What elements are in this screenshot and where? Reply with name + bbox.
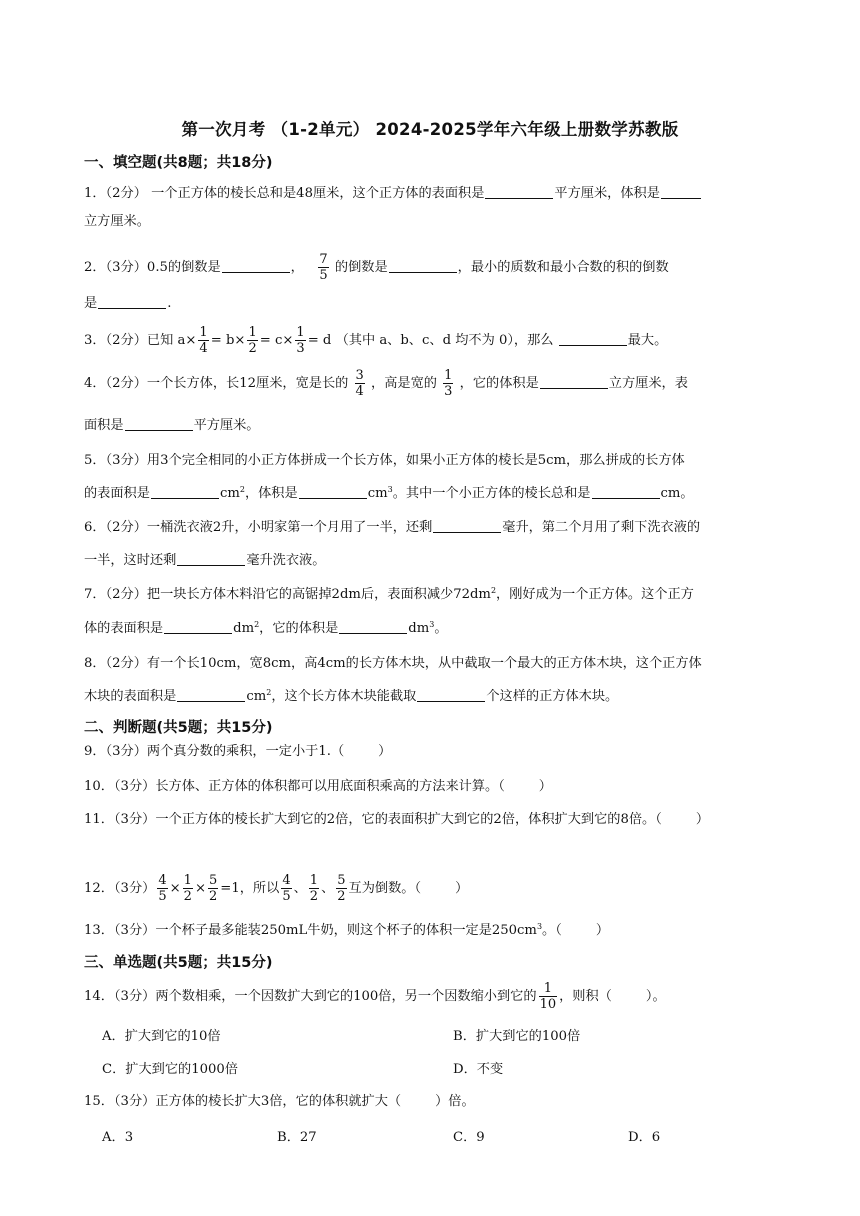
answer-blank[interactable] (299, 484, 367, 499)
question-9: 9．（3分）两个真分数的乘积，一定小于1.（ ） (84, 744, 392, 759)
answer-blank[interactable] (389, 258, 457, 273)
fraction: $\frac{1}{2}$ (183, 873, 192, 904)
answer-blank[interactable] (592, 484, 660, 499)
q14-option-d[interactable]: D．不变 (453, 1062, 504, 1077)
fraction: $\frac{5}{2}$ (209, 873, 218, 904)
fraction: $\frac{5}{2}$ (337, 873, 346, 904)
answer-blank[interactable] (661, 184, 701, 199)
answer-blank[interactable] (125, 416, 193, 431)
fraction: $\frac{1}{3}$ (296, 325, 305, 356)
answer-blank[interactable] (177, 687, 245, 702)
answer-blank[interactable] (485, 184, 553, 199)
fraction: $\frac{1}{2}$ (248, 325, 257, 356)
answer-blank[interactable] (540, 374, 608, 389)
fraction: $\frac{1}{4}$ (199, 325, 208, 356)
fraction: $\frac{3}{4}$ (355, 368, 364, 399)
answer-blank[interactable] (433, 518, 501, 533)
answer-blank[interactable] (222, 258, 290, 273)
question-4-line-2: 面积是 平方厘米。 (84, 418, 260, 433)
fraction: $\frac{1}{10}$ (539, 981, 557, 1012)
answer-blank[interactable] (151, 484, 219, 499)
question-7-line-1: 7．（2分）把一块长方体木料沿它的高锯掉2dm后，表面积减少$72dm^2$，刚好成为一个正方体。这个正方 (84, 586, 694, 602)
question-8-line-1: 8．（2分）有一个长10cm，宽8cm，高4cm的长方体木块，从中截取一个最大的正方体木块，这个正方体 (84, 656, 702, 671)
q14-option-c[interactable]: C．扩大到它的1000倍 (102, 1062, 238, 1077)
question-14: 14．（3分）两个数相乘，一个因数扩大到它的100倍，另一个因数缩小到它的 $\frac{1}{10}$ ，则积（ ）。 (84, 981, 666, 1012)
question-7-line-2: 体的表面积是 $dm^2$，它的体积是 $dm^3$。 (84, 620, 448, 636)
answer-blank[interactable] (98, 294, 166, 309)
question-6-line-1: 6．（2分）一桶洗衣液2升，小明家第一个月用了一半，还剩 毫升，第二个月用了剩下洗衣液的 (84, 520, 701, 535)
fraction: $\frac{1}{3}$ (444, 368, 453, 399)
q14-option-b[interactable]: B．扩大到它的100倍 (453, 1029, 581, 1044)
fraction: $\frac{1}{2}$ (309, 873, 319, 904)
answer-blank[interactable] (417, 687, 485, 702)
answer-blank[interactable] (164, 619, 232, 634)
question-6-line-2: 一半，这时还剩 毫升洗衣液。 (84, 553, 326, 568)
q14-option-a[interactable]: A．扩大到它的10倍 (102, 1029, 221, 1044)
question-10: 10．（3分）长方体、正方体的体积都可以用底面积乘高的方法来计算。（ ） (84, 779, 552, 794)
question-12: 12．（3分） $\frac{4}{5}$ × $\frac{1}{2}$ × $\frac{5}{2}$ =1，所以 $\frac{4}{5}$ 、 $\frac{1}{2}$ 、 $\frac{5}{2}$ 互为倒数。（ ） (84, 873, 469, 904)
question-3: 3．（2分）已知 a× $\frac{1}{4}$ = b× $\frac{1}{2}$ = c× $\frac{1}{3}$ = d （其中 a、b、c、d 均不为 0），那么 最大。 (84, 325, 668, 356)
question-11: 11．（3分）一个正方体的棱长扩大到它的2倍，它的表面积扩大到它的2倍，体积扩大到它的8倍。（ ） (84, 812, 710, 827)
question-4-line-1: 4．（2分）一个长方体，长12厘米，宽是长的 $\frac{3}{4}$ ，高是宽的 $\frac{1}{3}$ ，它的体积是 立方厘米，表 (84, 368, 688, 399)
q15-option-d[interactable]: D．6 (628, 1130, 661, 1145)
question-5-line-2: 的表面积是 $cm^2$，体积是 $cm^3$。其中一个小正方体的棱长总和是 cm。 (84, 485, 694, 501)
answer-blank[interactable] (559, 331, 627, 346)
question-13: 13．（3分）一个杯子最多能装250mL牛奶，则这个杯子的体积一定是$250cm^3$。（ ） (84, 922, 610, 938)
section-fill-blank-heading: 一、填空题(共8题；共18分) (84, 155, 273, 171)
q15-option-b[interactable]: B．27 (277, 1130, 317, 1145)
q15-option-a[interactable]: A．3 (102, 1130, 134, 1145)
question-8-line-2: 木块的表面积是 $cm^2$，这个长方体木块能截取 个这样的正方体木块。 (84, 688, 619, 704)
question-5-line-1: 5．（3分）用3个完全相同的小正方体拼成一个长方体，如果小正方体的棱长是5cm，那么拼成的长方体 (84, 453, 685, 468)
question-2-line-1: 2．（3分）0.5的倒数是 ， $\frac{7}{5}$ 的倒数是 ，最小的质数和最小合数的积的倒数 (84, 252, 669, 283)
fraction: $\frac{7}{5}$ (319, 252, 328, 283)
question-1-line-2: 立方厘米。 (84, 214, 150, 229)
answer-blank[interactable] (339, 619, 407, 634)
q15-option-c[interactable]: C．9 (453, 1130, 485, 1145)
page-title: 第一次月考 （1-2单元） 2024-2025学年六年级上册数学苏教版 (181, 120, 679, 139)
question-15: 15．（3分）正方体的棱长扩大3倍，它的体积就扩大（ ）倍。 (84, 1094, 475, 1109)
fraction: $\frac{4}{5}$ (158, 873, 167, 904)
section-true-false-heading: 二、判断题(共5题；共15分) (84, 720, 273, 736)
question-1-line-1: 1．（2分） 一个正方体的棱长总和是48厘米，这个正方体的表面积是 平方厘米，体积是 (84, 184, 702, 203)
question-2-line-2: 是 . (84, 296, 172, 311)
fraction: $\frac{4}{5}$ (282, 873, 291, 904)
answer-blank[interactable] (177, 551, 245, 566)
section-single-choice-heading: 三、单选题(共5题；共15分) (84, 955, 273, 971)
